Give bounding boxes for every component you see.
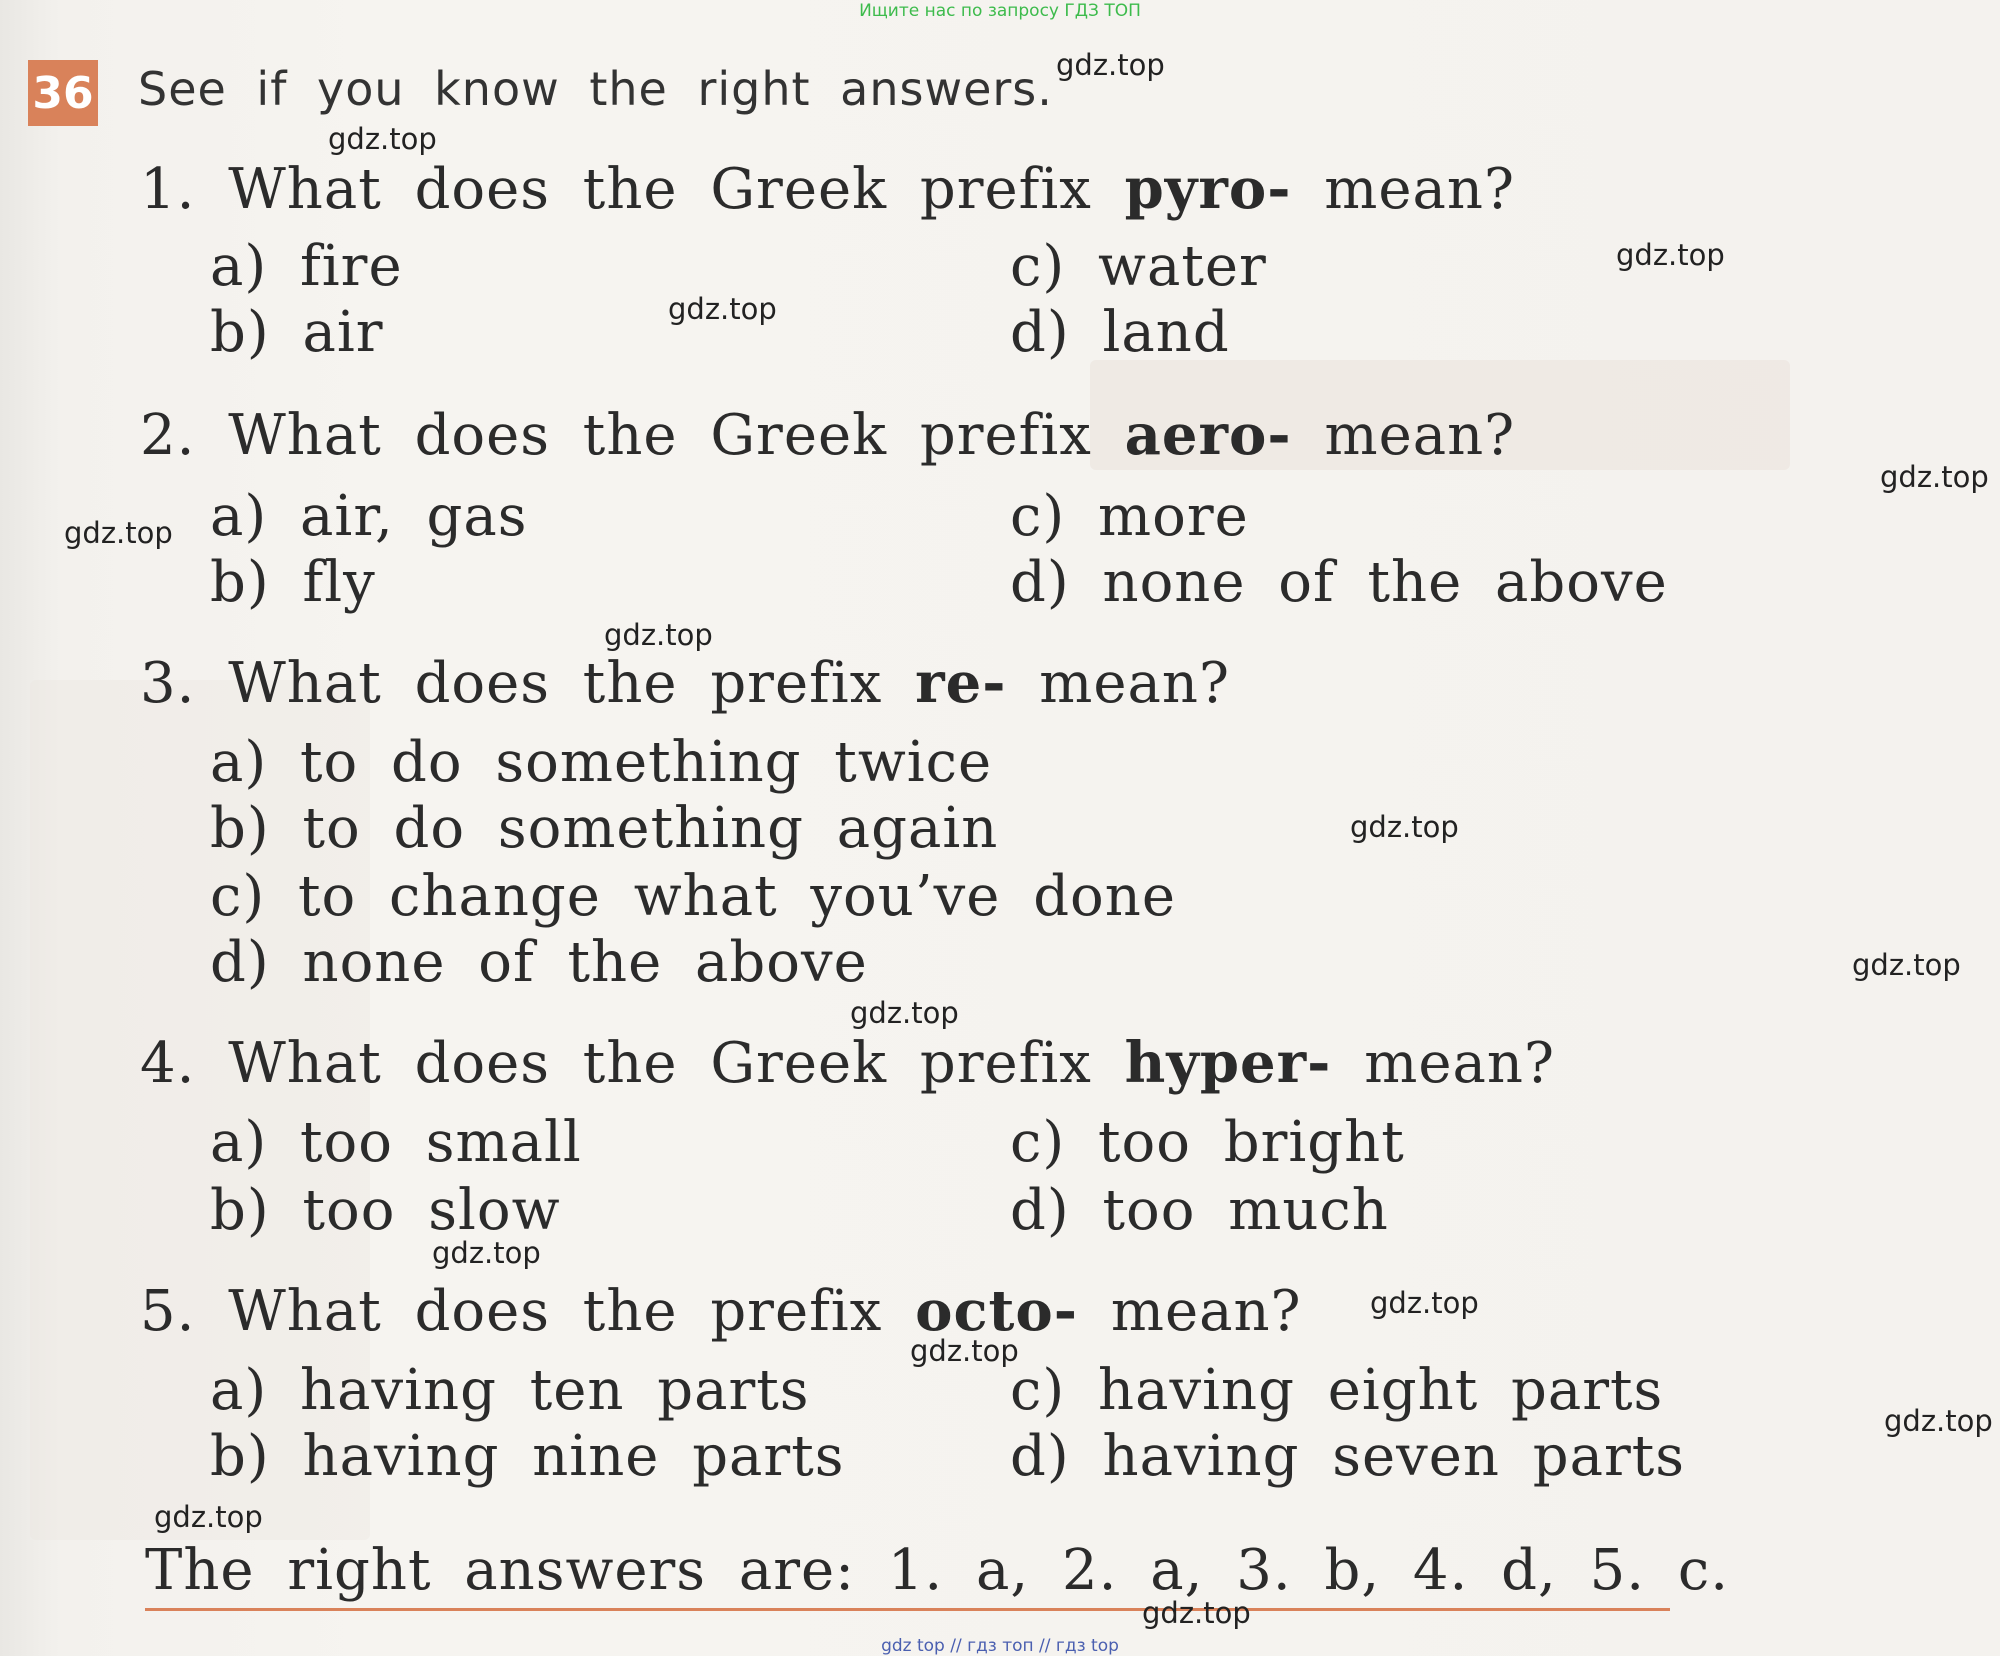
watermark: gdz.top bbox=[432, 1236, 541, 1270]
option-3b: b) to do something again bbox=[210, 796, 999, 861]
question-text-end: mean? bbox=[1324, 157, 1515, 222]
watermark: gdz.top bbox=[850, 996, 959, 1030]
option-3a: a) to do something twice bbox=[210, 730, 993, 795]
question-text-end: mean? bbox=[1324, 403, 1516, 468]
question-3 bbox=[140, 650, 1230, 717]
option-4a: a) too small bbox=[210, 1110, 582, 1175]
option-3d: d) none of the above bbox=[210, 930, 868, 995]
question-2 bbox=[140, 402, 1515, 469]
watermark: gdz.top bbox=[604, 618, 713, 652]
watermark: gdz.top bbox=[1852, 948, 1961, 982]
question-5 bbox=[140, 1278, 1302, 1345]
top-banner[interactable]: Ищите нас по запросу ГДЗ ТОП bbox=[859, 1, 1141, 21]
question-prefix: octo- bbox=[915, 1278, 1079, 1344]
question-prefix: aero- bbox=[1124, 402, 1292, 468]
watermark: gdz.top bbox=[1884, 1404, 1993, 1438]
right-answers-line: The right answers are: 1. a, 2. a, 3. b, 4. d, 5. c. bbox=[145, 1538, 1729, 1603]
question-text-end: mean? bbox=[1364, 1031, 1555, 1096]
exercise-instruction: See if you know the right answers. bbox=[138, 62, 1053, 116]
option-2c: c) more bbox=[1010, 484, 1249, 549]
option-2a: a) air, gas bbox=[210, 484, 528, 549]
question-text: What does the Greek prefix bbox=[228, 403, 1092, 468]
question-number: 5. bbox=[140, 1279, 196, 1344]
question-number: 1. bbox=[140, 157, 196, 222]
watermark: gdz.top bbox=[910, 1334, 1019, 1368]
exercise-number-badge: 36 bbox=[28, 60, 98, 126]
answers-underline bbox=[145, 1608, 1670, 1611]
option-5c: c) having eight parts bbox=[1010, 1358, 1664, 1423]
watermark: gdz.top bbox=[668, 292, 777, 326]
question-text: What does the Greek prefix bbox=[228, 157, 1092, 222]
option-2b: b) fly bbox=[210, 550, 376, 615]
question-number: 3. bbox=[140, 651, 196, 716]
watermark: gdz.top bbox=[1616, 238, 1725, 272]
option-5b: b) having nine parts bbox=[210, 1424, 845, 1489]
question-prefix: re- bbox=[915, 650, 1007, 716]
watermark: gdz.top bbox=[1350, 810, 1459, 844]
question-text-end: mean? bbox=[1110, 1279, 1302, 1344]
watermark: gdz.top bbox=[64, 516, 173, 550]
option-5d: d) having seven parts bbox=[1010, 1424, 1685, 1489]
bottom-banner[interactable]: gdz top // гдз топ // гдз top bbox=[881, 1636, 1119, 1656]
watermark: gdz.top bbox=[1142, 1596, 1251, 1630]
option-1d: d) land bbox=[1010, 300, 1230, 365]
watermark: gdz.top bbox=[1880, 460, 1989, 494]
option-1c: c) water bbox=[1010, 234, 1267, 299]
question-1 bbox=[140, 156, 1515, 223]
watermark: gdz.top bbox=[328, 122, 437, 156]
question-text: What does the prefix bbox=[228, 651, 883, 716]
question-text-end: mean? bbox=[1039, 651, 1231, 716]
question-4 bbox=[140, 1030, 1555, 1097]
option-1b: b) air bbox=[210, 300, 384, 365]
option-4d: d) too much bbox=[1010, 1178, 1389, 1243]
option-1a: a) fire bbox=[210, 234, 403, 299]
watermark: gdz.top bbox=[1370, 1286, 1479, 1320]
option-5a: a) having ten parts bbox=[210, 1358, 810, 1423]
option-4c: c) too bright bbox=[1010, 1110, 1405, 1175]
option-3c: c) to change what you’ve done bbox=[210, 864, 1176, 929]
option-4b: b) too slow bbox=[210, 1178, 561, 1243]
question-number: 2. bbox=[140, 403, 196, 468]
watermark: gdz.top bbox=[154, 1500, 263, 1534]
question-number: 4. bbox=[140, 1031, 196, 1096]
watermark: gdz.top bbox=[1056, 48, 1165, 82]
option-2d: d) none of the above bbox=[1010, 550, 1668, 615]
question-prefix: pyro- bbox=[1124, 156, 1292, 222]
question-text: What does the Greek prefix bbox=[228, 1031, 1092, 1096]
question-text: What does the prefix bbox=[228, 1279, 883, 1344]
question-prefix: hyper- bbox=[1124, 1030, 1332, 1096]
